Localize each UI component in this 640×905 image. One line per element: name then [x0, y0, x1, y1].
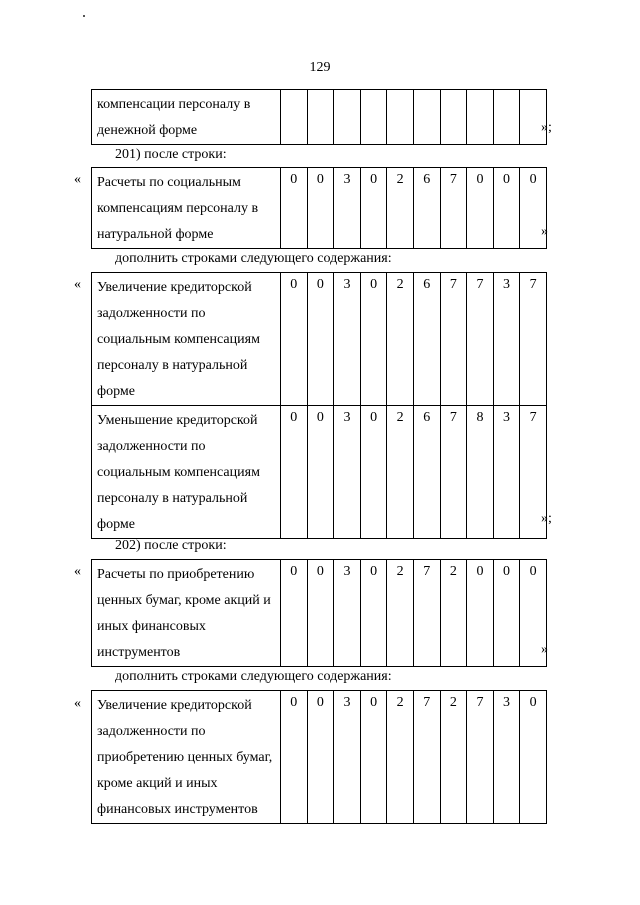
opening-quote: « [74, 564, 81, 579]
table-row [92, 691, 547, 824]
code-digit: 7 [520, 273, 547, 406]
code-table-5 [91, 690, 547, 824]
code-digit: 0 [493, 560, 520, 667]
code-digit: 6 [413, 406, 440, 539]
code-digit: 3 [334, 406, 361, 539]
code-digit [520, 90, 547, 145]
code-digit: 8 [467, 406, 494, 539]
row-label: Увеличение кредиторской задолженности по социальным компенсациям персоналу в натуральной форме [92, 273, 281, 406]
code-digit: 7 [440, 168, 467, 249]
row-label: компенсации персоналу в денежной форме [92, 90, 281, 145]
code-digit [467, 90, 494, 145]
code-digit: 0 [360, 168, 387, 249]
closing-quote: » [541, 224, 548, 239]
code-digit: 2 [387, 168, 414, 249]
code-digit: 7 [520, 406, 547, 539]
code-digit: 2 [387, 406, 414, 539]
code-digit [307, 90, 334, 145]
instruction-line: дополнить строками следующего содержания: [115, 251, 392, 266]
table-row [92, 560, 547, 667]
code-digit: 0 [307, 273, 334, 406]
code-digit: 2 [440, 691, 467, 824]
code-digit: 2 [387, 691, 414, 824]
row-label: Увеличение кредиторской задолженности по приобретению ценных бумаг, кроме акций и иных финансовых инструментов [92, 691, 281, 824]
code-digit: 2 [387, 273, 414, 406]
code-digit: 0 [307, 691, 334, 824]
code-digit: 0 [467, 168, 494, 249]
table-row [92, 168, 547, 249]
code-digit: 7 [440, 273, 467, 406]
code-digit: 0 [281, 273, 308, 406]
code-digit: 3 [334, 273, 361, 406]
code-digit: 0 [360, 560, 387, 667]
code-digit: 0 [281, 406, 308, 539]
code-digit: 0 [520, 691, 547, 824]
scan-speck [83, 15, 85, 17]
code-digit: 7 [467, 691, 494, 824]
code-digit: 0 [307, 168, 334, 249]
code-digit: 6 [413, 168, 440, 249]
code-digit: 7 [413, 691, 440, 824]
code-digit [281, 90, 308, 145]
code-digit: 0 [520, 168, 547, 249]
code-digit [334, 90, 361, 145]
closing-quote: »; [541, 511, 552, 526]
code-digit: 3 [334, 691, 361, 824]
code-table-4 [91, 559, 547, 667]
code-digit: 0 [360, 406, 387, 539]
page-number: 129 [309, 60, 331, 75]
code-digit: 0 [281, 560, 308, 667]
code-digit: 3 [493, 691, 520, 824]
opening-quote: « [74, 696, 81, 711]
code-digit: 7 [413, 560, 440, 667]
code-table-1 [91, 89, 547, 145]
code-digit: 0 [281, 168, 308, 249]
row-label: Уменьшение кредиторской задолженности по социальным компенсациям персоналу в натуральной форме [92, 406, 281, 539]
closing-quote: »; [541, 120, 552, 135]
code-table-2 [91, 167, 547, 249]
code-digit: 0 [360, 273, 387, 406]
code-table-3 [91, 272, 547, 539]
code-digit [440, 90, 467, 145]
code-digit [360, 90, 387, 145]
code-digit: 3 [334, 560, 361, 667]
table-row [92, 273, 547, 406]
table-row [92, 406, 547, 539]
code-digit: 0 [307, 560, 334, 667]
closing-quote: » [541, 642, 548, 657]
row-label: Расчеты по приобретению ценных бумаг, кроме акций и иных финансовых инструментов [92, 560, 281, 667]
code-digit: 6 [413, 273, 440, 406]
instruction-line: дополнить строками следующего содержания: [115, 669, 392, 684]
instruction-line: 201) после строки: [115, 147, 227, 162]
code-digit: 0 [281, 691, 308, 824]
code-digit [387, 90, 414, 145]
code-digit: 2 [387, 560, 414, 667]
row-label: Расчеты по социальным компенсациям персоналу в натуральной форме [92, 168, 281, 249]
opening-quote: « [74, 277, 81, 292]
code-digit: 0 [360, 691, 387, 824]
code-digit: 0 [307, 406, 334, 539]
code-digit: 7 [440, 406, 467, 539]
instruction-line: 202) после строки: [115, 538, 227, 553]
code-digit: 7 [467, 273, 494, 406]
code-digit: 0 [467, 560, 494, 667]
code-digit: 0 [493, 168, 520, 249]
code-digit [413, 90, 440, 145]
code-digit: 0 [520, 560, 547, 667]
code-digit: 3 [334, 168, 361, 249]
table-row [92, 90, 547, 145]
code-digit: 3 [493, 406, 520, 539]
code-digit [493, 90, 520, 145]
code-digit: 3 [493, 273, 520, 406]
code-digit: 2 [440, 560, 467, 667]
opening-quote: « [74, 172, 81, 187]
